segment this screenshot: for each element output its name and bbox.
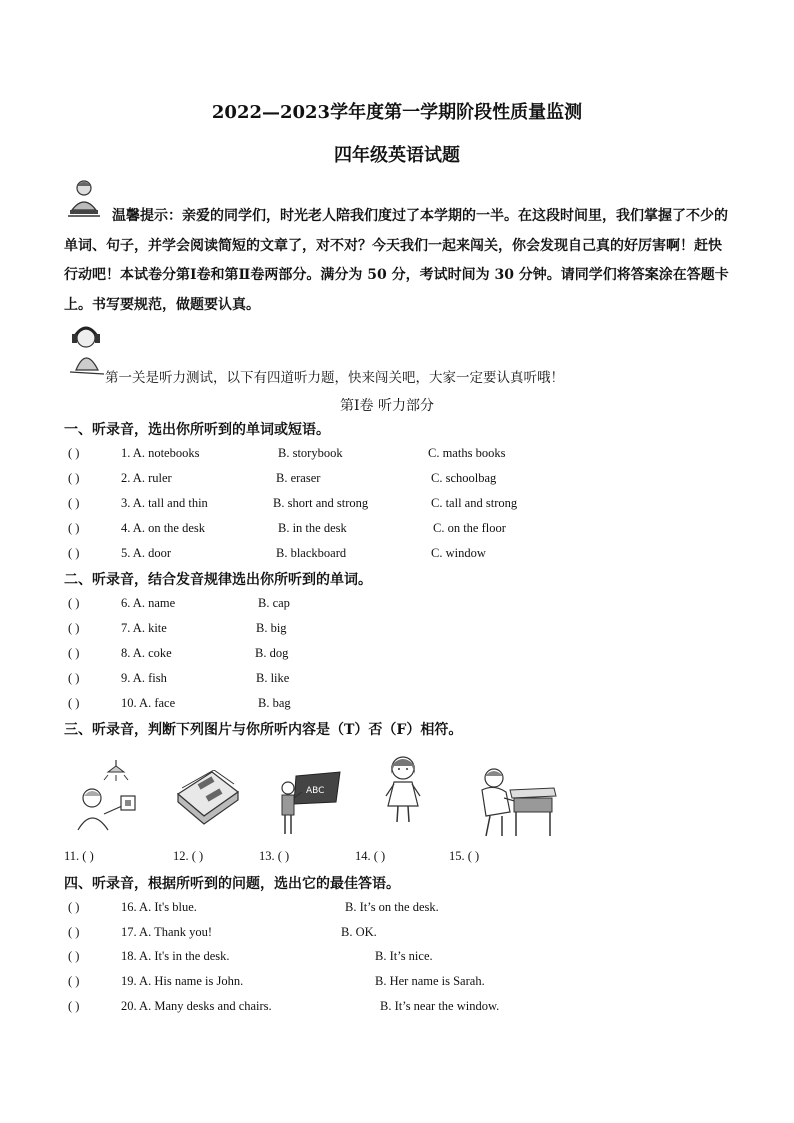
q1-option-a: 1. A. notebooks xyxy=(121,446,200,460)
svg-text:ABC: ABC xyxy=(306,786,325,796)
headphone-girl-icon xyxy=(66,322,108,380)
answer-paren[interactable]: ( ) xyxy=(68,446,80,460)
q4-option-a: 4. A. on the desk xyxy=(121,521,206,535)
q6-option-b: B. cap xyxy=(258,596,290,610)
q4-option-b: B. in the desk xyxy=(278,521,347,535)
q16-option-b: B. It’s on the desk. xyxy=(345,900,439,914)
picture-girl xyxy=(382,754,424,826)
answer-paren[interactable]: ( ) xyxy=(68,596,80,610)
picture-person-desk xyxy=(466,766,560,838)
q19-option-b: B. Her name is Sarah. xyxy=(375,974,485,988)
part-title: 第Ⅰ卷 听力部分 xyxy=(340,398,434,414)
answer-paren[interactable]: ( ) xyxy=(68,621,80,635)
q3-option-a: 3. A. tall and thin xyxy=(121,496,208,510)
item-11[interactable]: 11. ( ) xyxy=(64,849,94,863)
item-13[interactable]: 13. ( ) xyxy=(259,849,290,863)
section-1-heading: 一、听录音，选出你所听到的单词或短语。 xyxy=(64,422,330,438)
exam-subtitle: 四年级英语试题 xyxy=(334,145,460,166)
listening-intro: 第一关是听力测试，以下有四道听力题，快来闯关吧，大家一定要认真听哦！ xyxy=(105,370,564,386)
answer-paren[interactable]: ( ) xyxy=(68,646,80,660)
q18-option-b: B. It’s nice. xyxy=(375,949,433,963)
answer-paren[interactable]: ( ) xyxy=(68,900,80,914)
q2-option-b: B. eraser xyxy=(276,471,321,485)
answer-paren[interactable]: ( ) xyxy=(68,671,80,685)
item-12[interactable]: 12. ( ) xyxy=(173,849,204,863)
q5-option-a: 5. A. door xyxy=(121,546,171,560)
section-2-heading: 二、听录音，结合发音规律选出你所听到的单词。 xyxy=(64,572,372,588)
section-3-heading: 三、听录音，判断下列图片与你所听内容是（T）否（F）相符。 xyxy=(64,722,463,738)
answer-paren[interactable]: ( ) xyxy=(68,546,80,560)
q20-option-a: 20. A. Many desks and chairs. xyxy=(121,999,272,1013)
q6-option-a: 6. A. name xyxy=(121,596,176,610)
q16-option-a: 16. A. It's blue. xyxy=(121,900,197,914)
answer-paren[interactable]: ( ) xyxy=(68,925,80,939)
q5-option-b: B. blackboard xyxy=(276,546,347,560)
q9-option-a: 9. A. fish xyxy=(121,671,167,685)
q10-option-a: 10. A. face xyxy=(121,696,176,710)
section-4-heading: 四、听录音，根据所听到的问题，选出它的最佳答语。 xyxy=(64,876,400,892)
q1-option-b: B. storybook xyxy=(278,446,343,460)
answer-paren[interactable]: ( ) xyxy=(68,974,80,988)
q8-option-b: B. dog xyxy=(255,646,289,660)
answer-paren[interactable]: ( ) xyxy=(68,949,80,963)
exam-title: 2022—2023学年度第一学期阶段性质量监测 xyxy=(211,102,583,123)
answer-paren[interactable]: ( ) xyxy=(68,999,80,1013)
q5-option-c: C. window xyxy=(431,546,486,560)
item-14[interactable]: 14. ( ) xyxy=(355,849,386,863)
q9-option-b: B. like xyxy=(256,671,290,685)
picture-blackboard xyxy=(274,768,344,838)
q8-option-a: 8. A. coke xyxy=(121,646,172,660)
q10-option-b: B. bag xyxy=(258,696,291,710)
tip-paragraph: 温馨提示：亲爱的同学们，时光老人陪我们度过了本学期的一半。在这段时间里，我们掌握了不少的单词、句子，并学会阅读简短的文章了，对不对？今天我们一起来闯关，你会发现自己真的好厉害啊！赶快行动吧！本试卷分第Ⅰ卷和第Ⅱ卷两部分。满分为 50 分，考试时间为 30 分钟。请同学们将答案涂在答题卡上。书写要规范，做题要认真。 xyxy=(64,208,729,313)
q4-option-c: C. on the floor xyxy=(433,521,506,535)
q18-option-a: 18. A. It's in the desk. xyxy=(121,949,230,963)
item-15[interactable]: 15. ( ) xyxy=(449,849,480,863)
q3-option-c: C. tall and strong xyxy=(431,496,518,510)
picture-books xyxy=(172,770,244,826)
q3-option-b: B. short and strong xyxy=(273,496,369,510)
picture-person-lamp xyxy=(74,758,154,832)
q19-option-a: 19. A. His name is John. xyxy=(121,974,244,988)
answer-paren[interactable]: ( ) xyxy=(68,521,80,535)
q7-option-a: 7. A. kite xyxy=(121,621,167,635)
q7-option-b: B. big xyxy=(256,621,287,635)
q2-option-c: C. schoolbag xyxy=(431,471,497,485)
answer-paren[interactable]: ( ) xyxy=(68,496,80,510)
answer-paren[interactable]: ( ) xyxy=(68,696,80,710)
q17-option-b: B. OK. xyxy=(341,925,377,939)
answer-paren[interactable]: ( ) xyxy=(68,471,80,485)
q2-option-a: 2. A. ruler xyxy=(121,471,172,485)
q1-option-c: C. maths books xyxy=(428,446,506,460)
q17-option-a: 17. A. Thank you! xyxy=(121,925,213,939)
q20-option-b: B. It’s near the window. xyxy=(380,999,500,1013)
